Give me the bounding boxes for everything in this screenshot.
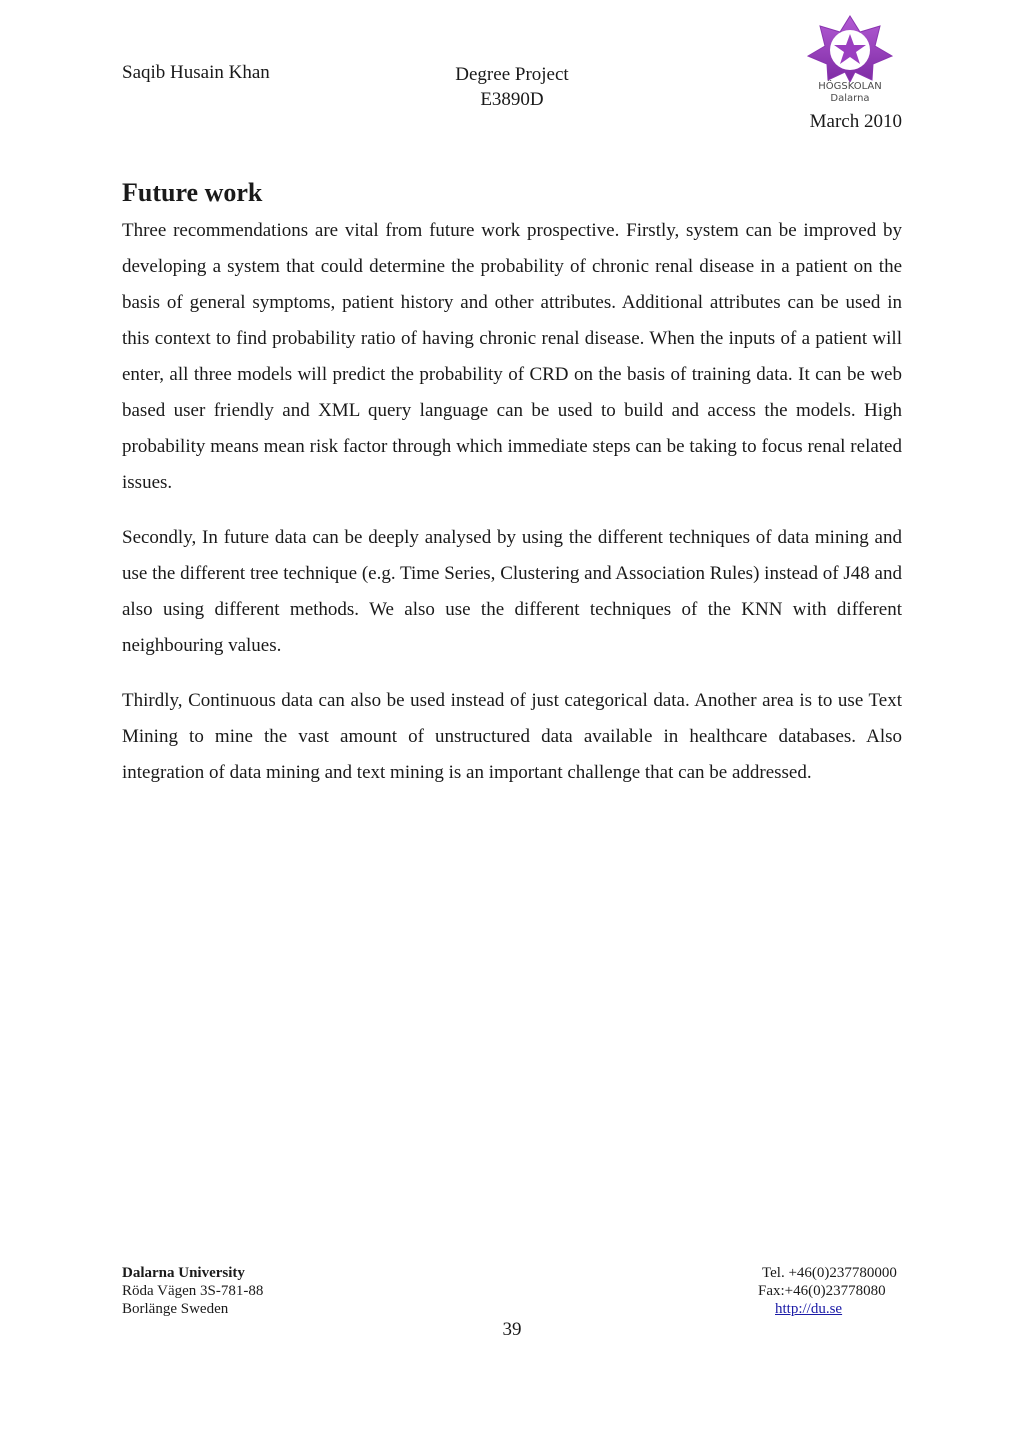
footer-contact — [758, 1264, 908, 1318]
footer-city: Borlänge Sweden — [122, 1301, 229, 1317]
paragraph-1: Three recommendations are vital from future work prospective. Firstly, system can be improved by developing a system that could determine the probability of chronic renal disease in a patient on the basis of general symptoms, patient history and other attributes. Additional attributes can be used in this context to find probability ratio of having chronic renal disease. When the inputs of a patient will enter, all three models will predict the probability of CRD on the basis of training data. It can be web based user friendly and XML query language can be used to build and access the models. High probability means mean risk factor through which immediate steps can be taking to focus renal related issues. — [122, 220, 902, 493]
paragraph-3: Thirdly, Continuous data can also be used instead of just categorical data. Another area is to use Text Mining to mine the vast amount of unstructured data available in healthcare databases. Also integration of data mining and text mining is an important challenge that can be addressed. — [122, 690, 902, 783]
project-title: Degree Project — [455, 64, 569, 85]
page-content — [122, 176, 902, 810]
header-project — [412, 62, 612, 112]
header-author: Saqib Husain Khan — [122, 62, 270, 83]
footer-address — [122, 1264, 263, 1318]
logo-line2: Dalarna — [830, 93, 870, 104]
header-date: March 2010 — [809, 111, 902, 132]
logo-line1: HÖGSKOLAN — [818, 81, 882, 92]
footer-university: Dalarna University — [122, 1265, 245, 1281]
footer-street: Röda Vägen 3S-781-88 — [122, 1283, 264, 1299]
section-title: Future work — [122, 178, 263, 207]
logo-text — [808, 81, 892, 105]
footer-fax: Fax:+46(0)23778080 — [758, 1283, 886, 1299]
course-code: E3890D — [480, 89, 544, 110]
footer-tel: Tel. +46(0)237780000 — [762, 1265, 897, 1281]
paragraph-2: Secondly, In future data can be deeply analysed by using the different techniques of data mining and use the different tree technique (e.g. Time Series, Clustering and Association Rules) instead of J48 and also using different methods. We also use the different techniques of the KNN with different neighbouring values. — [122, 527, 902, 656]
page-number: 39 — [502, 1319, 522, 1340]
footer-website-link[interactable]: http://du.se — [775, 1301, 843, 1317]
